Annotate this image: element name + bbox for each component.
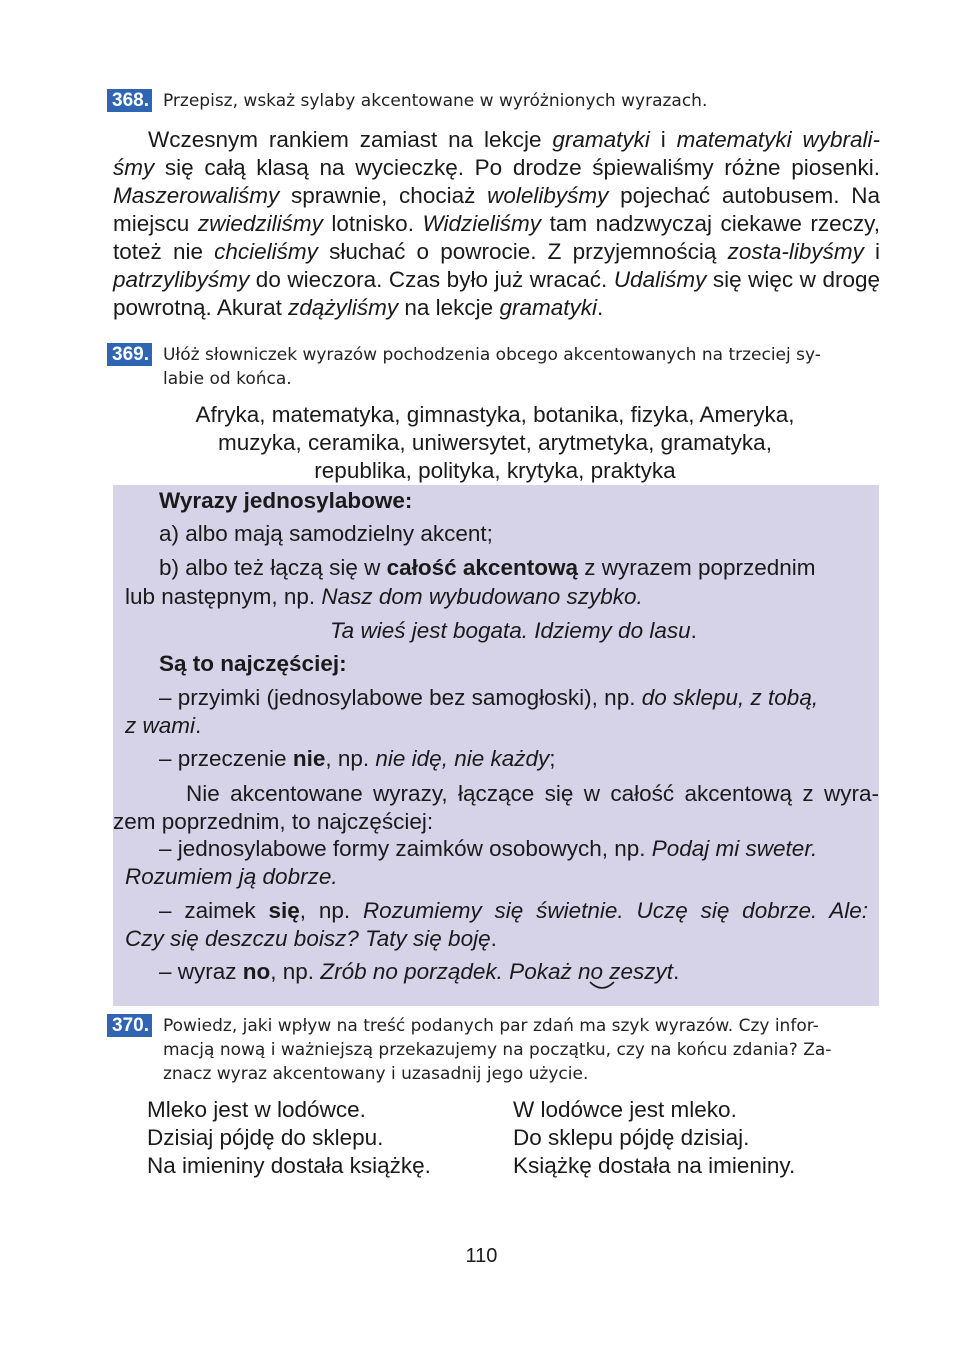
sentence-left: Dzisiaj pójdę do sklepu.	[147, 1125, 384, 1150]
rule-pronouns-cont: Rozumiem ją dobrze.	[125, 864, 338, 889]
rule-unaccented-cont: zem poprzednim, to najczęściej:	[113, 809, 434, 834]
page-number: 110	[465, 1245, 498, 1267]
instruction-line: labie od końca.	[162, 369, 292, 389]
exercise-369-header	[107, 343, 882, 391]
instruction-line: macją nową i ważniejszą przekazujemy na początku, czy na końcu zdania? Za-	[162, 1040, 832, 1060]
exercise-370-header	[107, 1014, 882, 1086]
instruction-line: Ułóż słowniczek wyrazów pochodzenia obcego akcentowanych na trzeciej sy-	[162, 345, 821, 365]
rule-example: Ta wieś jest bogata. Idziemy do lasu.	[330, 618, 697, 643]
exercise-instruction	[163, 1014, 831, 1086]
instruction-line: Powiedz, jaki wpływ na treść podanych par zdań ma szyk wyrazów. Czy infor-	[162, 1016, 819, 1036]
sentence-pairs-right	[513, 1096, 795, 1180]
rule-point-b-cont: lub następnym, np. Nasz dom wybudowano szybko.	[125, 584, 643, 609]
sentence-pairs-left	[147, 1096, 431, 1180]
rule-sie-cont: Czy się deszczu boisz? Taty się boję.	[125, 926, 497, 951]
sentence-right: Do sklepu pójdę dzisiaj.	[513, 1125, 750, 1150]
instruction-line: znacz wyraz akcentowany i uzasadnij jego użycie.	[162, 1064, 589, 1084]
sentence-right: W lodówce jest mleko.	[513, 1097, 737, 1122]
rule-heading: Wyrazy jednosylabowe:	[159, 488, 413, 513]
exercise-number-badge: 370.	[107, 1014, 152, 1037]
word-list-line: republika, polityka, krytyka, praktyka	[314, 458, 676, 483]
p368-line-1: Wczesnym rankiem zamiast na lekcje gramatyki i matematyki wybrali-	[148, 127, 880, 152]
word-list-line: Afryka, matematyka, gimnastyka, botanika, fizyka, Ameryka,	[195, 402, 795, 427]
sentence-left: Mleko jest w lodówce.	[147, 1097, 366, 1122]
sentence-right: Książkę dostała na imieniny.	[513, 1153, 796, 1178]
exercise-number-badge: 368.	[107, 89, 152, 112]
exercise-number-badge: 369.	[107, 343, 152, 366]
rule-prepositions: – przyimki (jednosylabowe bez samogłoski), np. do sklepu, z tobą,	[159, 685, 819, 710]
rule-point-b: b) albo też łączą się w całość akcentową z wyrazem poprzednim	[159, 555, 816, 580]
rule-no: – wyraz no, np. Zrób no porządek. Pokaż no zeszyt.	[159, 959, 680, 984]
exercise-instruction	[163, 343, 821, 391]
rule-point-a: a) albo mają samodzielny akcent;	[159, 521, 493, 546]
rule-prepositions-cont: z wami.	[125, 713, 202, 738]
sentence-left: Na imieniny dostała książkę.	[147, 1153, 431, 1178]
rule-unaccented: Nie akcentowane wyrazy, łączące się w całość akcentową z wyra-	[186, 781, 879, 806]
rule-pronouns: – jednosylabowe formy zaimków osobowych, np. Podaj mi sweter.	[159, 836, 818, 861]
word-list	[130, 401, 860, 485]
word-list-line: muzyka, ceramika, uniwersytet, arytmetyka, gramatyka,	[218, 430, 772, 455]
rule-negation: – przeczenie nie, np. nie idę, nie każdy;	[159, 746, 556, 771]
liaison-arc-icon	[588, 980, 616, 992]
rule-sie: – zaimek się, np. Rozumiemy się świetnie. Uczę się dobrze. Ale:	[159, 898, 868, 923]
exercise-instruction: Przepisz, wskaż sylaby akcentowane w wyróżnionych wyrazach.	[162, 91, 708, 111]
exercise-368-header	[107, 89, 882, 113]
p368-rest: śmy się całą klasą na wycieczkę. Po drodze śpiewaliśmy różne piosenki. Maszerowaliśmy sprawnie, chociaż wolelibyśmy pojechać autobusem. Na miejscu zwiedziliśmy lotnisko. Widzieliśmy tam nadzwyczaj ciekawe rzeczy, toteż nie chcieliśmy słuchać o powrocie. Z przyjemnością zosta-libyśmy i patrzylibyśmy do wieczora. Czas było już wracać. Udaliśmy się więc w drogę powrotną. Akurat zdążyliśmy na lekcje gramatyki.	[113, 155, 881, 320]
rule-subheading: Są to najczęściej:	[159, 651, 347, 676]
